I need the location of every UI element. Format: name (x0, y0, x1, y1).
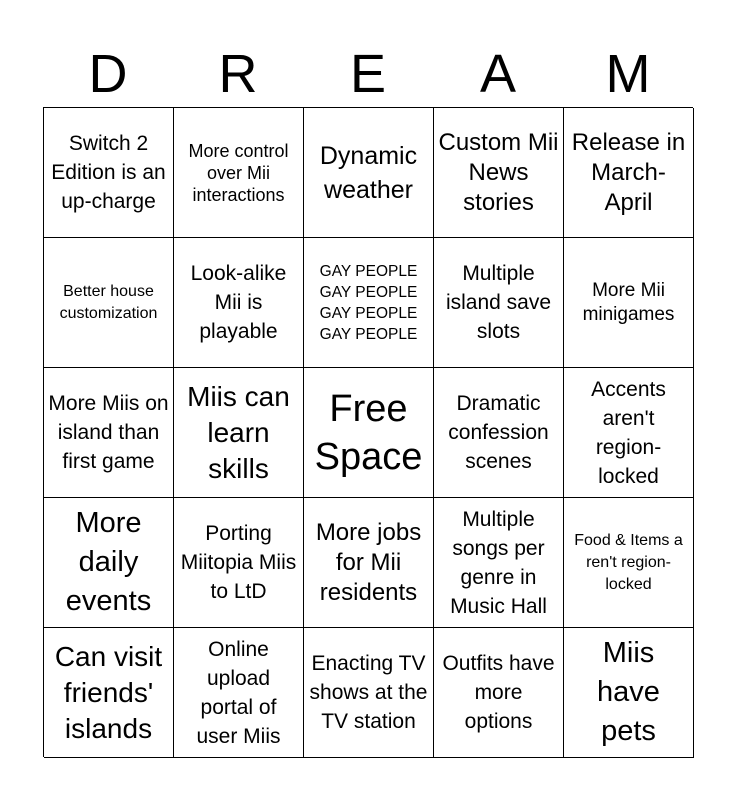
cell-text: Miis can learn skills (187, 380, 290, 484)
cell-text: More daily events (65, 507, 152, 617)
cell-text: Multiple island save slots (445, 262, 552, 343)
header-letter-a: A (479, 44, 517, 104)
bingo-header (43, 40, 693, 108)
header-letter-r: R (218, 44, 258, 104)
cell-text: Free Space (314, 387, 423, 478)
bingo-cell[interactable] (44, 238, 174, 368)
header-letter-e: E (349, 44, 387, 104)
cell-text: More control over Mii interactions (188, 140, 289, 205)
bingo-cell[interactable] (174, 238, 304, 368)
cell-text: Porting Miitopia Miis to LtD (180, 522, 297, 603)
bingo-cell[interactable] (304, 498, 434, 628)
bingo-cell[interactable] (304, 628, 434, 758)
bingo-cell[interactable] (174, 368, 304, 498)
bingo-cell[interactable] (564, 628, 694, 758)
cell-text: Switch 2 Edition is an up-charge (51, 132, 166, 213)
cell-text: Food & Items a ren't region-locked (574, 531, 683, 593)
cell-text: Dynamic weather (319, 141, 418, 204)
bingo-cell[interactable] (434, 498, 564, 628)
cell-text: GAY PEOPLE GAY PEOPLE GAY PEOPLE GAY PEOPLE (319, 262, 418, 343)
cell-text: Multiple songs per genre in Music Hall (450, 507, 547, 618)
bingo-cell[interactable] (304, 108, 434, 238)
bingo-cell[interactable] (434, 238, 564, 368)
cell-text: More Miis on island than first game (48, 392, 169, 473)
bingo-cell[interactable] (304, 238, 434, 368)
header-letter-d: D (88, 44, 128, 104)
bingo-cell[interactable] (434, 628, 564, 758)
bingo-cell[interactable] (174, 498, 304, 628)
free-space-cell[interactable] (304, 368, 434, 498)
bingo-cell[interactable] (564, 368, 694, 498)
cell-text: Better house customization (59, 282, 158, 322)
bingo-cell[interactable] (564, 498, 694, 628)
cell-text: Outfits have more options (442, 652, 555, 733)
bingo-cell[interactable] (44, 628, 174, 758)
cell-text: More Mii minigames (582, 279, 675, 325)
bingo-grid (43, 107, 693, 757)
cell-text: Can visit friends' islands (54, 640, 163, 744)
bingo-cell[interactable] (564, 238, 694, 368)
header-letter-m: M (605, 44, 651, 104)
cell-text: Miis have pets (597, 637, 660, 747)
bingo-cell[interactable] (44, 368, 174, 498)
cell-text: More jobs for Mii residents (315, 518, 422, 606)
bingo-cell[interactable] (174, 108, 304, 238)
cell-text: Custom Mii News stories (438, 128, 559, 216)
cell-text: Accents aren't region-locked (591, 377, 666, 488)
bingo-cell[interactable] (564, 108, 694, 238)
cell-text: Look-alike Mii is playable (190, 262, 287, 343)
bingo-cell[interactable] (44, 108, 174, 238)
cell-text: Dramatic confession scenes (448, 392, 549, 473)
bingo-cell[interactable] (434, 368, 564, 498)
cell-text: Enacting TV shows at the TV station (309, 652, 428, 733)
bingo-cell[interactable] (434, 108, 564, 238)
bingo-cell[interactable] (174, 628, 304, 758)
bingo-cell[interactable] (44, 498, 174, 628)
cell-text: Release in March-April (571, 128, 686, 216)
cell-text: Online upload portal of user Miis (196, 637, 281, 748)
